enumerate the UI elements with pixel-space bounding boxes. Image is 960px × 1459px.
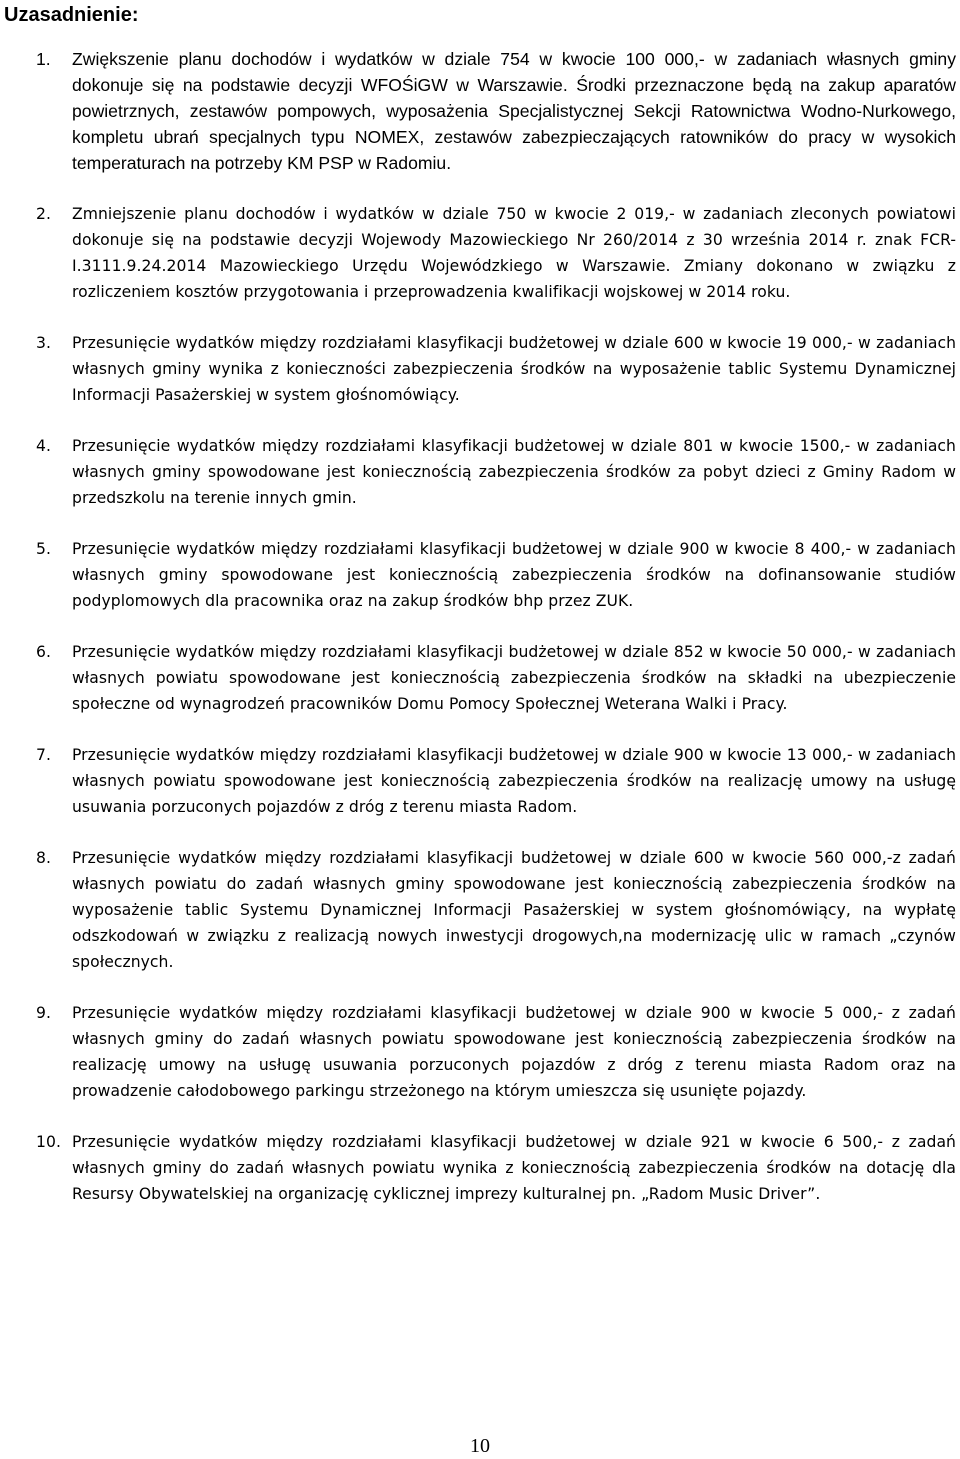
list-item-9: [0, 1000, 960, 1104]
list-item-7: [0, 742, 960, 820]
list-item-5: [0, 536, 960, 614]
page-number: 10: [470, 1435, 490, 1457]
item-text: Przesunięcie wydatków między rozdziałami klasyfikacji budżetowej w dziale 600 w kwocie 560 000,-z zadań własnych powiatu do zadań własnych gminy spowodowane jest koniecznością zabezpieczenia środków na wyposażenie tablic Systemu Dynamicznej Informacji Pasażerskiej w system głośnomówiący, na wypłatę odszkodowań w związku z realizacją nowych inwestycji drogowych,na modernizację ulic w ramach „czynów społecznych.: [72, 849, 956, 971]
item-text: Przesunięcie wydatków między rozdziałami klasyfikacji budżetowej w dziale 900 w kwocie 8 400,- w zadaniach własnych gminy spowodowane jest koniecznością zabezpieczenia środków na dofinansowanie studiów podyplomowych dla pracownika oraz na zakup środków bhp przez ZUK.: [72, 540, 956, 610]
item-number: 6.: [36, 643, 51, 661]
item-number: 5.: [36, 540, 51, 558]
list-item-6: [0, 639, 960, 717]
list-item-4: [0, 433, 960, 511]
item-text: Zwiększenie planu dochodów i wydatków w dziale 754 w kwocie 100 000,- w zadaniach własnych gminy dokonuje się na podstawie decyzji WFOŚiGW w Warszawie. Środki przeznaczone będą na zakup aparatów powietrznych, zestawów pompowych, wyposażenia Specjalistycznej Sekcji Ratownictwa Wodno-Nurkowego, kompletu ubrań specjalnych typu NOMEX, zestawów zabezpieczających ratowników do pracy w wysokich temperaturach na potrzeby KM PSP w Radomiu.: [72, 49, 956, 173]
item-text: Przesunięcie wydatków między rozdziałami klasyfikacji budżetowej w dziale 900 w kwocie 5 000,- z zadań własnych gminy do zadań własnych powiatu spowodowane jest koniecznością zabezpieczenia środków na realizację umowy na usługę usuwania porzuconych pojazdów z dróg z terenu miasta Radom oraz na prowadzenie całodobowego parkingu strzeżonego na którym umieszcza się usunięte pojazdy.: [72, 1004, 956, 1100]
justification-list: [0, 46, 960, 1232]
item-text: Przesunięcie wydatków między rozdziałami klasyfikacji budżetowej w dziale 921 w kwocie 6 500,- z zadań własnych gminy do zadań własnych powiatu wynika z koniecznością zabezpieczenia środków na dotację dla Resursy Obywatelskiej na organizację cyklicznej imprezy kulturalnej pn. „Radom Music Driver”.: [72, 1133, 956, 1203]
item-text: Przesunięcie wydatków między rozdziałami klasyfikacji budżetowej w dziale 600 w kwocie 19 000,- w zadaniach własnych gminy wynika z konieczności zabezpieczenia środków na wyposażenie tablic Systemu Dynamicznej Informacji Pasażerskiej w system głośnomówiący.: [72, 334, 956, 404]
item-number: 8.: [36, 849, 51, 867]
list-item-10: [0, 1129, 960, 1207]
item-number: 3.: [36, 334, 51, 352]
item-number: 2.: [36, 205, 51, 223]
item-number: 7.: [36, 746, 51, 764]
item-number: 9.: [36, 1004, 51, 1022]
document-heading: Uzasadnienie:: [4, 4, 139, 26]
list-item-1: [0, 46, 960, 176]
item-text: Przesunięcie wydatków między rozdziałami klasyfikacji budżetowej w dziale 801 w kwocie 1500,- w zadaniach własnych gminy spowodowane jest koniecznością zabezpieczenia środków za pobyt dzieci z Gminy Radom w przedszkolu na terenie innych gmin.: [72, 437, 956, 507]
item-text: Przesunięcie wydatków między rozdziałami klasyfikacji budżetowej w dziale 852 w kwocie 50 000,- w zadaniach własnych powiatu spowodowane jest koniecznością zabezpieczenia środków na składki na ubezpieczenie społeczne od wynagrodzeń pracowników Domu Pomocy Społecznej Weterana Walki i Pracy.: [72, 643, 956, 713]
list-item-3: [0, 330, 960, 408]
item-number: 4.: [36, 437, 51, 455]
item-number: 1.: [36, 49, 51, 69]
item-text: Zmniejszenie planu dochodów i wydatków w dziale 750 w kwocie 2 019,- w zadaniach zleconych powiatowi dokonuje się na podstawie decyzji Wojewody Mazowieckiego Nr 260/2014 z 30 września 2014 r. znak FCR-I.3111.9.24.2014 Mazowieckiego Urzędu Wojewódzkiego w Warszawie. Zmiany dokonano w związku z rozliczeniem kosztów przygotowania i przeprowadzenia kwalifikacji wojskowej w 2014 roku.: [72, 205, 956, 301]
list-item-2: [0, 201, 960, 305]
list-item-8: [0, 845, 960, 975]
item-text: Przesunięcie wydatków między rozdziałami klasyfikacji budżetowej w dziale 900 w kwocie 13 000,- w zadaniach własnych powiatu spowodowane jest koniecznością zabezpieczenia środków na realizację umowy na usługę usuwania porzuconych pojazdów z dróg z terenu miasta Radom.: [72, 746, 956, 816]
item-number: 10.: [36, 1133, 61, 1151]
